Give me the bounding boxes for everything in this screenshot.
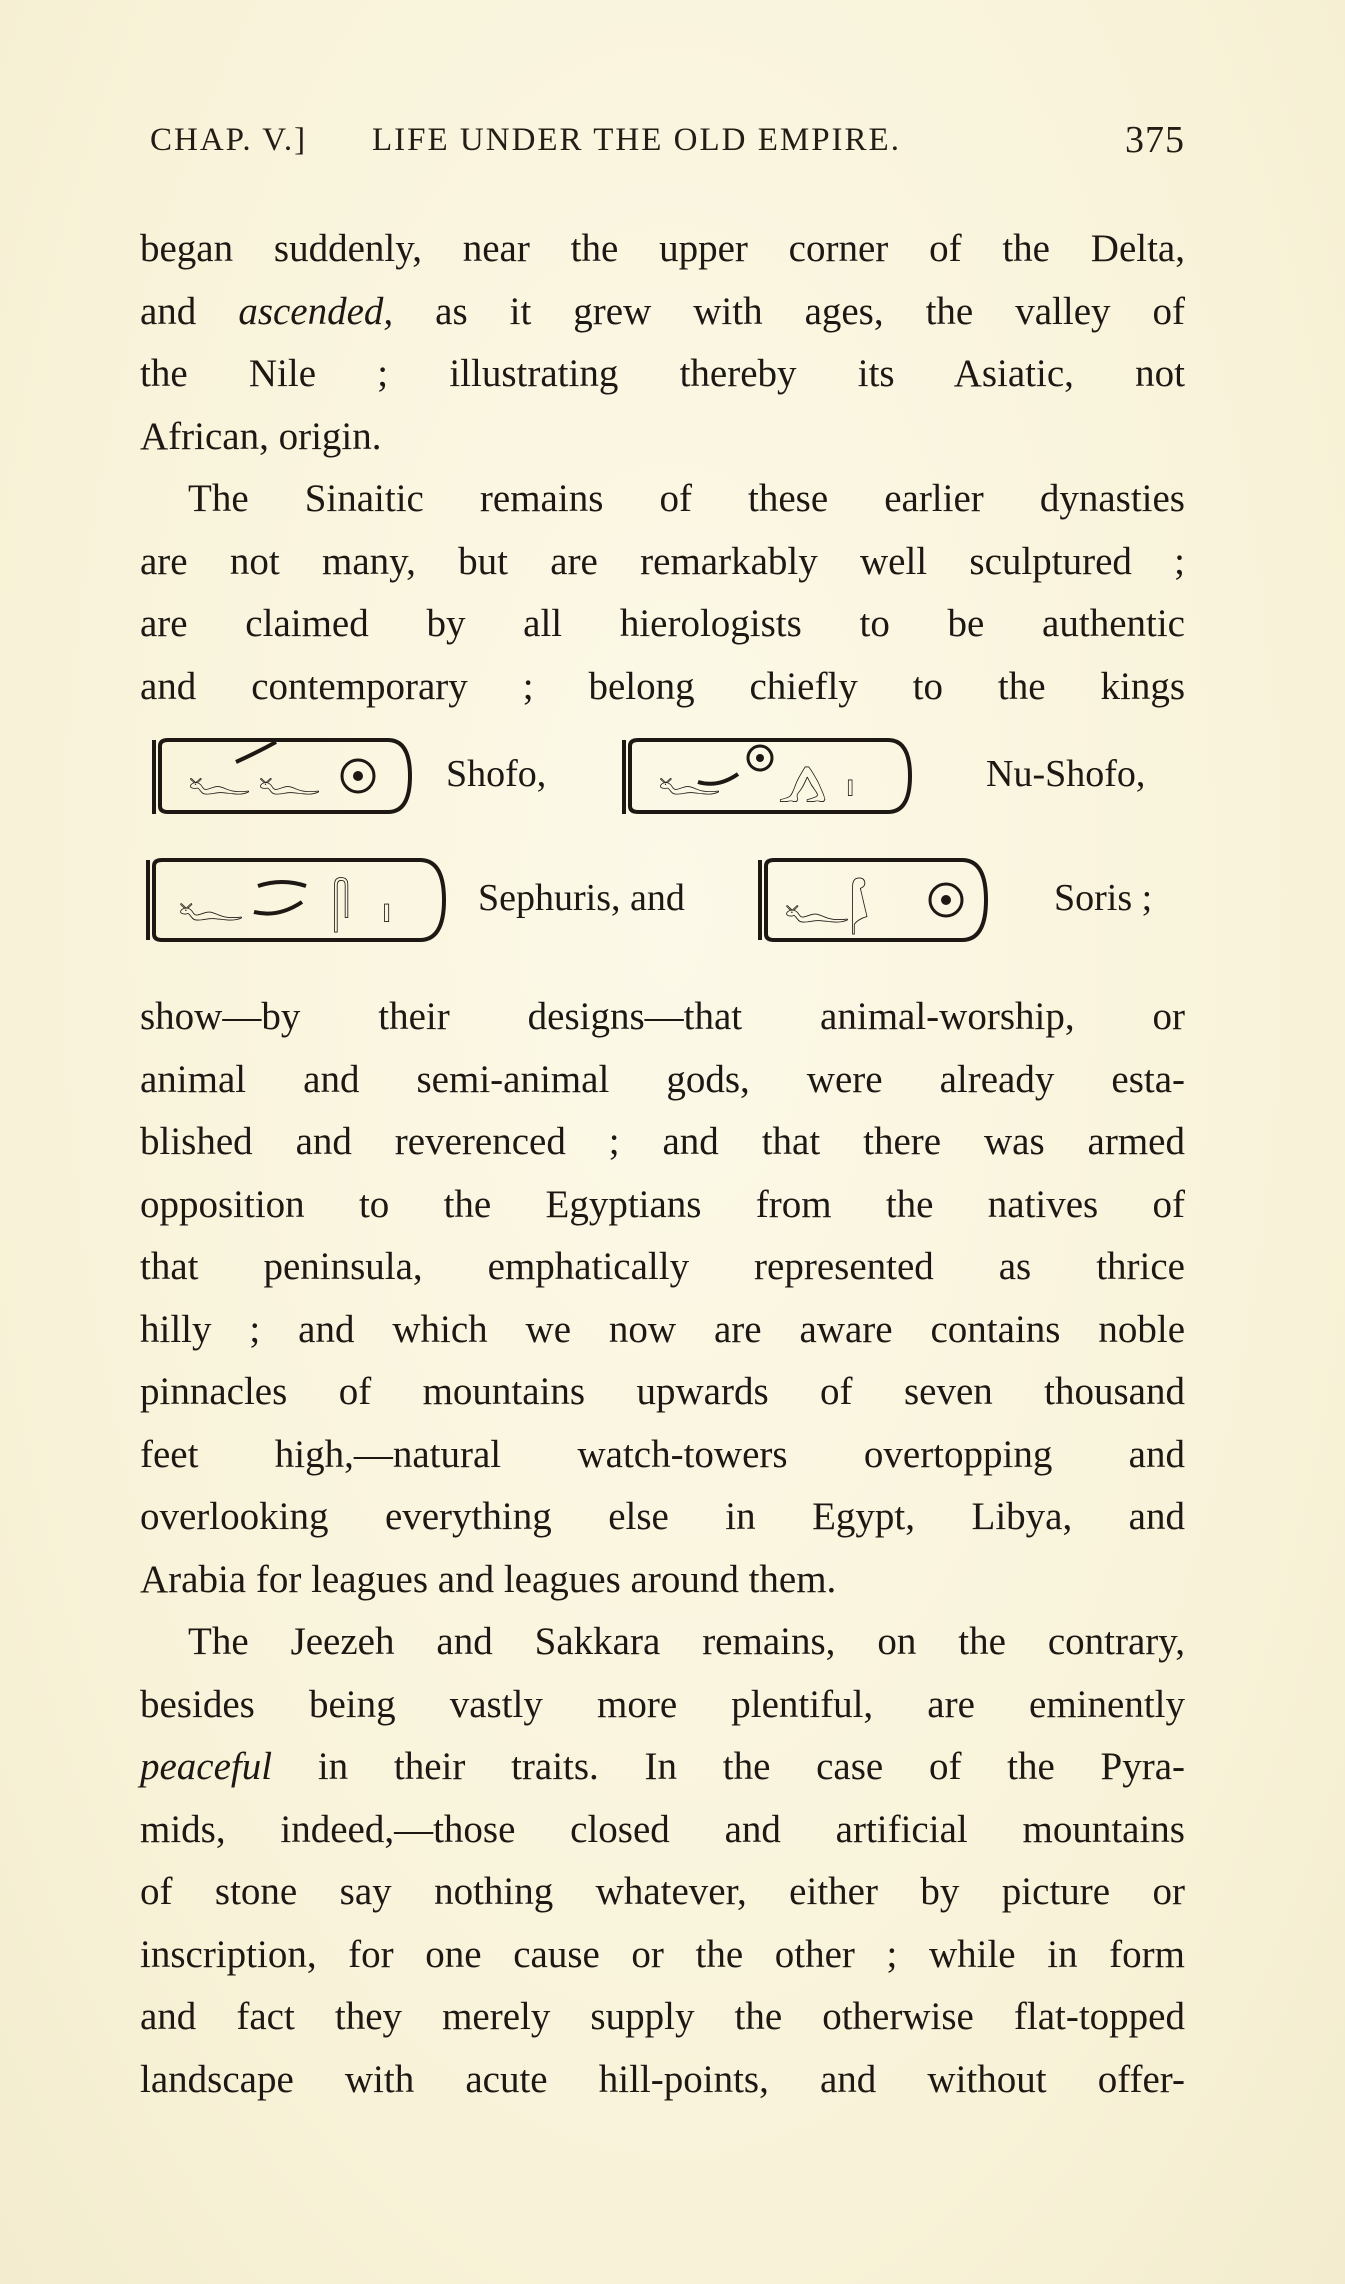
svg-text:𓆄: 𓆄 (850, 882, 870, 933)
svg-text:𓆑: 𓆑 (658, 755, 722, 804)
cartouche-shofo-icon (148, 732, 418, 822)
text-line: Arabia for leagues and leagues around them. (140, 1557, 837, 1601)
svg-text:𓆑: 𓆑 (784, 882, 851, 933)
cartouche-soris-icon (754, 852, 994, 948)
text-line: show—by their designs—that animal-worship, or (140, 995, 1185, 1038)
text-line: pinnacles of mountains upwards of seven thousand (140, 1370, 1185, 1413)
text-block-bottom (140, 986, 1185, 2111)
text-line: and contemporary ; belong chiefly to the kings (140, 664, 1185, 708)
text-line: of stone say nothing whatever, either by picture or (140, 1870, 1185, 1913)
text-line: hilly ; and which we now are aware contains noble (140, 1307, 1185, 1351)
svg-text:𓂻: 𓂻 (778, 760, 828, 806)
text-line: besides being vastly more plentiful, are eminently (140, 1682, 1185, 1726)
cartouche-nushofo-icon (618, 732, 918, 822)
text-line: landscape with acute hill-points, and without offer- (140, 2057, 1185, 2101)
cartouche-sephuris-icon (142, 852, 452, 948)
text-line: African, origin. (140, 414, 382, 458)
running-head (150, 119, 1185, 162)
italic-word: ascended, (238, 289, 394, 333)
text-line: feet high,—natural watch-towers overtopping and (140, 1432, 1185, 1476)
text-line: overlooking everything else in Egypt, Libya, and (140, 1495, 1185, 1538)
text-line: and ascended, as it grew with ages, the valley of (140, 289, 1186, 333)
cartouche-row-2 (148, 852, 1188, 942)
svg-text:𓏤: 𓏤 (846, 760, 855, 806)
text-line: that peninsula, emphatically represented as thrice (140, 1245, 1185, 1288)
text-line: are claimed by all hierologists to be authentic (140, 602, 1185, 645)
text-line: and fact they merely supply the otherwise flat-topped (140, 1995, 1185, 2038)
cartouche-label-sephuris: Sephuris, and (478, 877, 685, 919)
text-line: opposition to the Egyptians from the natives of (140, 1182, 1185, 1226)
chapter-label: CHAP. V.] (150, 122, 308, 158)
text-block-top (140, 218, 1185, 718)
chapter-title: LIFE UNDER THE OLD EMPIRE. (372, 122, 901, 158)
svg-text:𓆑: 𓆑 (258, 755, 322, 804)
page-number: 375 (1125, 119, 1185, 161)
text-line: peaceful in their traits. In the case of the Pyra- (140, 1745, 1185, 1788)
svg-text:𓆑: 𓆑 (188, 755, 252, 804)
svg-text:𓆑: 𓆑 (178, 880, 245, 931)
text-line: The Sinaitic remains of these earlier dynasties (188, 477, 1185, 520)
cartouche-row-1 (148, 732, 1188, 822)
text-line: began suddenly, near the upper corner of the Delta, (140, 227, 1185, 270)
cartouche-label-nushofo: Nu-Shofo, (986, 753, 1146, 795)
text-line: animal and semi-animal gods, were already esta- (140, 1057, 1185, 1101)
svg-text:𓋴: 𓋴 (332, 882, 351, 933)
cartouche-label-soris: Soris ; (1054, 877, 1153, 919)
italic-word: peaceful (140, 1745, 273, 1788)
text-line: inscription, for one cause or the other ; while in form (140, 1932, 1185, 1976)
text-line: the Nile ; illustrating thereby its Asiatic, not (140, 352, 1185, 395)
svg-text:𓏤: 𓏤 (382, 882, 392, 933)
text-line: The Jeezeh and Sakkara remains, on the contrary, (188, 1620, 1185, 1663)
text-line: blished and reverenced ; and that there was armed (140, 1120, 1185, 1163)
cartouche-label-shofo: Shofo, (446, 753, 547, 795)
text-line: are not many, but are remarkably well sculptured ; (140, 539, 1185, 583)
text-line: mids, indeed,—those closed and artificial mountains (140, 1807, 1185, 1851)
